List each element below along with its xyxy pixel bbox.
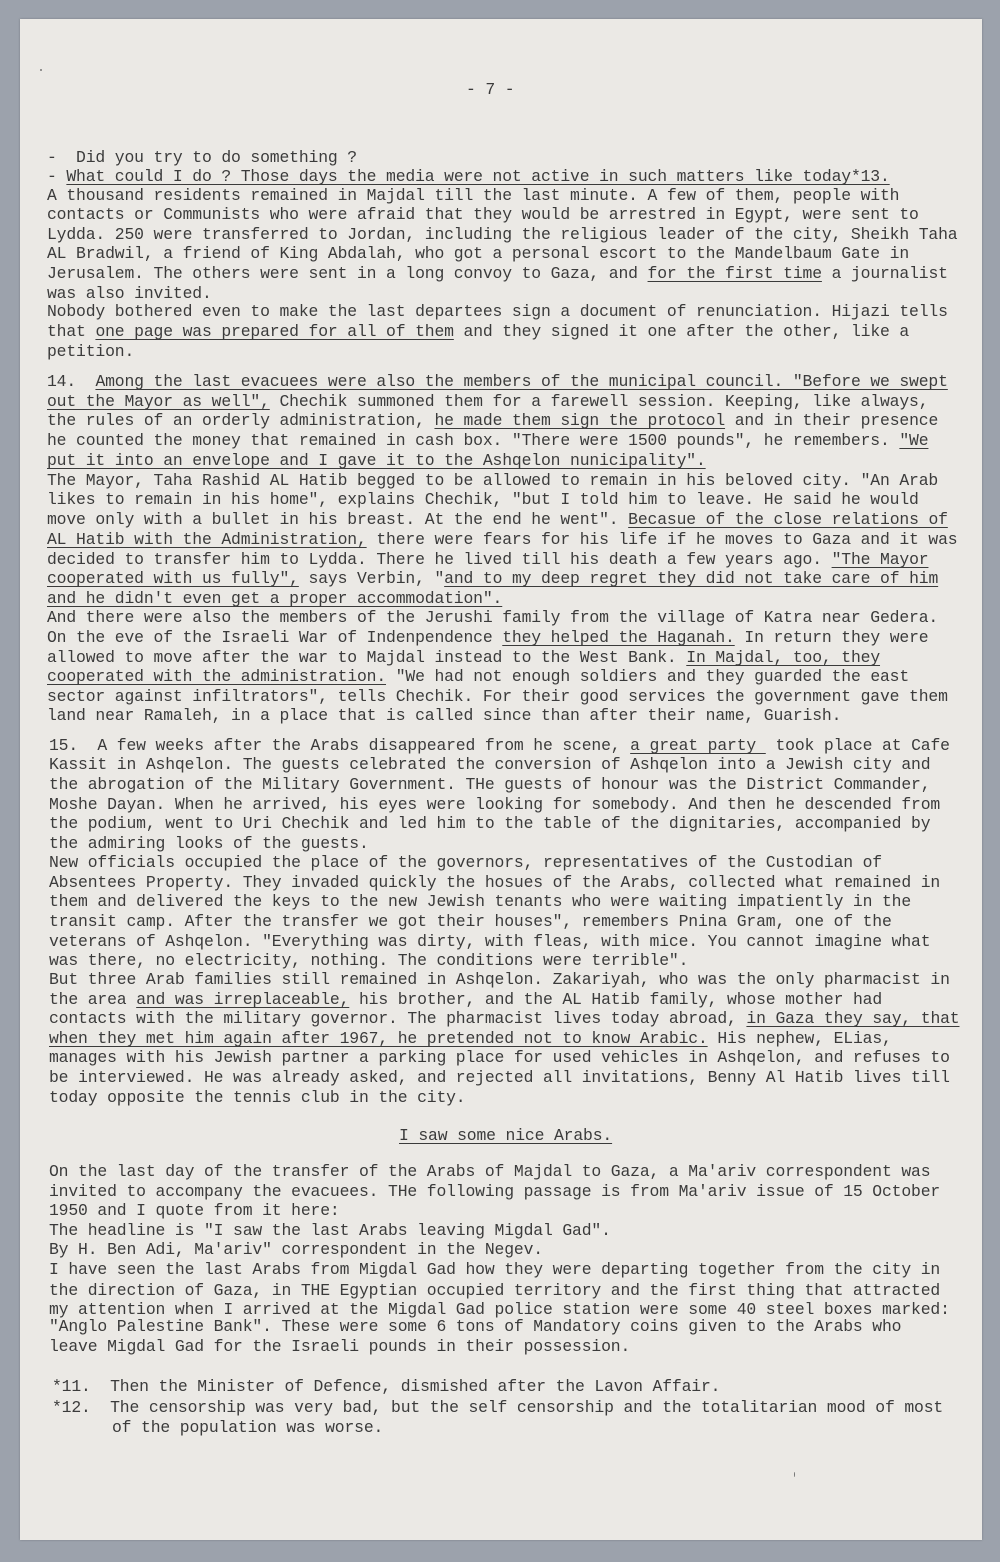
underlined-text: I saw some nice Arabs.	[399, 1126, 613, 1145]
text-line	[47, 589, 502, 609]
text-segment: the rules of an orderly administration,	[47, 411, 435, 430]
text-line	[47, 471, 938, 491]
text-line	[49, 1162, 930, 1182]
text-line	[49, 755, 930, 775]
text-line	[49, 1281, 940, 1301]
text-line	[47, 148, 357, 168]
text-segment: them and delivered the keys to the new Jewish tenants who were waiting impatiently in the	[49, 892, 912, 911]
underlined-text: out the Mayor as well",	[47, 392, 270, 411]
text-segment: veterans of Ashqelon. "Everything was dirty, with fleas, with mice. You cannot imagine what	[49, 932, 931, 951]
text-line	[47, 431, 928, 451]
text-line	[47, 284, 212, 304]
text-segment: The headline is "I saw the last Arabs leaving Migdal Gad".	[49, 1221, 611, 1240]
text-segment: land near Ramaleh, in a place that is called since than after their name, Guarish.	[47, 706, 842, 725]
text-segment: -	[47, 167, 67, 186]
text-line	[47, 530, 958, 550]
text-segment: there were fears for his life if he moves to Gaza and it was	[366, 530, 958, 549]
text-line	[47, 392, 928, 412]
text-segment: allowed to move after the war to Majdal instead to the West Bank.	[47, 648, 687, 667]
text-segment: New officials occupied the place of the governors, representatives of the Custodian of	[49, 853, 882, 872]
text-segment: my attention when I arrived at the Migdal Gad police station were some 40 steel boxes marked:	[49, 1300, 950, 1319]
text-segment: sector against infiltrators", tells Chechik. For their good services the government gave them	[47, 687, 948, 706]
text-segment: the direction of Gaza, in THE Egyptian occupied territory and the first thing that attracted	[49, 1281, 941, 1300]
text-line	[47, 205, 919, 225]
text-line	[47, 706, 841, 726]
text-line	[47, 451, 706, 471]
text-line	[47, 510, 948, 530]
text-line	[399, 1126, 612, 1146]
text-line	[49, 1260, 940, 1280]
text-segment: be interviewed. He was already asked, and rejected all invitations, Benny Al Hatib lives till	[49, 1068, 950, 1087]
text-segment: And there were also the members of the Jerushi family from the village of Katra near Gedera.	[47, 608, 939, 627]
text-line	[47, 167, 890, 187]
text-segment: But three Arab families still remained in Ashqelon. Zakariyah, who was the only pharmacist in	[49, 970, 950, 989]
text-segment: Lydda. 250 were transferred to Jordan, including the religious leader of the city, Sheikh Taha	[47, 225, 958, 244]
text-segment: His nephew, ELias,	[707, 1029, 892, 1048]
text-segment: A thousand residents remained in Majdal till the last minute. A few of them, people with	[47, 186, 900, 205]
underlined-text: In Majdal, too, they	[686, 648, 881, 667]
text-line	[47, 372, 948, 392]
underlined-text: put it into an envelope and I gave it to the Ashqelon nunicipality".	[47, 451, 706, 470]
text-line	[49, 853, 882, 873]
text-segment: On the eve of the Israeli War of Indenpendence	[47, 628, 503, 647]
paper-speck	[40, 69, 42, 71]
text-line	[47, 186, 899, 206]
text-segment: and in their presence	[725, 411, 939, 430]
text-segment: likes to remain in his home", explains Chechik, "but I told him to leave. He said he would	[47, 490, 919, 509]
underlined-text: What could I do ? Those days the media were not active in such matters like today*13.	[66, 167, 890, 186]
text-segment: was there, no electricity, nothing. The conditions were terrible".	[49, 951, 689, 970]
text-segment: contacts or Communists who were afraid that they would be arrestred in Egypt, were sent to	[47, 205, 919, 224]
underlined-text: cooperated with us fully",	[47, 569, 299, 588]
text-segment: In return they were	[734, 628, 929, 647]
text-line	[49, 1317, 901, 1337]
text-segment: By H. Ben Adi, Ma'ariv" correspondent in the Negev.	[49, 1240, 543, 1259]
text-segment: his brother, and the AL Hatib family, whose mother had	[349, 990, 883, 1009]
text-line	[49, 1201, 340, 1221]
text-segment: Jerusalem. The others were sent in a long convoy to Gaza, and	[47, 264, 648, 283]
underlined-text: one page was prepared for all of them	[95, 322, 454, 341]
underlined-text: in Gaza they say, that	[746, 1009, 960, 1028]
text-line	[49, 834, 369, 854]
text-line	[49, 775, 930, 795]
text-line	[47, 687, 948, 707]
text-line	[49, 932, 930, 952]
text-segment: a journalist	[821, 264, 948, 283]
text-line	[52, 1377, 720, 1397]
underlined-text: they helped the Haganah.	[502, 628, 735, 647]
text-segment: of the population was worse.	[112, 1418, 384, 1437]
text-line	[47, 225, 957, 245]
text-segment: Chechik summoned them for a farewell session. Keeping, like always,	[269, 392, 929, 411]
text-line	[47, 569, 938, 589]
underlined-text: for the first time	[647, 264, 822, 283]
text-segment: manages with his Jewish partner a parking place for used vehicles in Ashqelon, and refuses to	[49, 1048, 950, 1067]
text-segment: 14.	[47, 372, 96, 391]
text-line	[47, 608, 938, 628]
text-line	[49, 951, 688, 971]
text-segment: contacts with the military governor. The pharmacist lives today abroad,	[49, 1009, 747, 1028]
text-segment: the podium, went to Uri Chechik and led him to the table of the dignitaries, accompanied by	[49, 814, 931, 833]
text-line	[49, 1048, 950, 1068]
text-line	[49, 736, 950, 756]
text-segment: Kassit in Ashqelon. The guests celebrated the conversion of Ashqelon into a Jewish city and	[49, 755, 931, 774]
text-line	[49, 1337, 630, 1357]
text-segment: Moshe Dayan. When he arrived, his eyes were looking for somebody. And then he descended from	[49, 795, 941, 814]
text-segment: Nobody bothered even to make the last departees sign a document of renunciation. Hijazi tells	[47, 302, 948, 321]
text-line	[49, 1221, 611, 1241]
underlined-text: and he didn't even get a proper accommodation".	[47, 589, 503, 608]
document-page	[20, 19, 982, 1540]
text-line	[49, 990, 882, 1010]
text-line	[49, 1029, 892, 1049]
underlined-text: Among the last evacuees were also the members of the municipal council. "Before we swept	[95, 372, 948, 391]
text-line	[112, 1418, 383, 1438]
underlined-text: AL Hatib with the Administration,	[47, 530, 367, 549]
text-line	[47, 550, 928, 570]
text-line	[49, 795, 940, 815]
text-segment: invited to accompany the evacuees. THe following passage is from Ma'ariv issue of 15 October	[49, 1182, 941, 1201]
text-segment: I have seen the last Arabs from Migdal Gad how they were departing together from the city in	[49, 1260, 941, 1279]
text-segment: the area	[49, 990, 137, 1009]
text-segment: and they signed it one after the other, like a	[453, 322, 910, 341]
text-line	[49, 1009, 960, 1029]
text-segment: today opposite the tennis club in the city.	[49, 1088, 466, 1107]
underlined-text: Becasue of the close relations of	[628, 510, 948, 529]
underlined-text: and was irreplaceable,	[136, 990, 350, 1009]
text-line	[47, 342, 134, 362]
text-segment: 1950 and I quote from it here:	[49, 1201, 340, 1220]
text-line	[49, 873, 940, 893]
text-segment: transit camp. After the transfer we got their houses", remembers Pnina Gram, one of the	[49, 912, 892, 931]
text-segment: move only with a bullet in his breast. At the end he went".	[47, 510, 629, 529]
text-line	[49, 970, 950, 990]
text-line	[49, 1182, 940, 1202]
text-segment: leave Migdal Gad for the Israeli pounds in their possession.	[49, 1337, 631, 1356]
text-line	[49, 1088, 466, 1108]
text-segment: 15. A few weeks after the Arabs disappeared from he scene,	[49, 736, 631, 755]
text-segment: that	[47, 322, 96, 341]
text-segment: was also invited.	[47, 284, 212, 303]
text-line	[49, 892, 911, 912]
text-line	[52, 1398, 943, 1418]
text-line	[47, 490, 919, 510]
text-segment: On the last day of the transfer of the Arabs of Majdal to Gaza, a Ma'ariv correspondent was	[49, 1162, 931, 1181]
text-segment: took place at Cafe	[765, 736, 950, 755]
underlined-text: "We	[899, 431, 929, 450]
text-line	[49, 912, 892, 932]
text-line	[47, 244, 909, 264]
text-line	[47, 264, 948, 284]
text-line	[49, 814, 930, 834]
page-number: - 7 -	[466, 80, 515, 99]
text-segment: *11. Then the Minister of Defence, dismished after the Lavon Affair.	[52, 1377, 721, 1396]
text-line	[49, 1068, 950, 1088]
underlined-text: cooperated with the administration.	[47, 667, 387, 686]
text-line	[47, 648, 880, 668]
text-segment: petition.	[47, 342, 135, 361]
text-line	[47, 667, 909, 687]
paper-speck	[794, 1472, 795, 1477]
text-segment: AL Bradwil, a friend of King Abdalah, who got a personal escort to the Mandelbaum Gate in	[47, 244, 910, 263]
text-line	[49, 1240, 543, 1260]
underlined-text: when they met him again after 1967, he pretended not to know Arabic.	[49, 1029, 708, 1048]
underlined-text: "The Mayor	[831, 550, 929, 569]
text-segment: decided to transfer him to Lydda. There he lived till his death a few years ago.	[47, 550, 832, 569]
text-segment: *12. The censorship was very bad, but the self censorship and the totalitarian mood of most	[52, 1398, 944, 1417]
text-line	[47, 322, 909, 342]
underlined-text: a great party	[630, 736, 766, 755]
text-line	[47, 411, 938, 431]
text-line	[47, 628, 928, 648]
underlined-text: and to my deep regret they did not take care of him	[444, 569, 939, 588]
text-segment: "Anglo Palestine Bank". These were some 6 tons of Mandatory coins given to the Arabs who	[49, 1317, 902, 1336]
text-segment: - Did you try to do something ?	[47, 148, 357, 167]
text-segment: says Verbin, "	[298, 569, 445, 588]
underlined-text: he made them sign the protocol	[434, 411, 726, 430]
text-segment: "We had not enough soldiers and they guarded the east	[386, 667, 910, 686]
text-segment: the admiring looks of the guests.	[49, 834, 369, 853]
text-segment: Absentees Property. They invaded quickly the hosues of the Arabs, collected what remained in	[49, 873, 941, 892]
text-segment: he counted the money that remained in cash box. "There were 1500 pounds", he remembers.	[47, 431, 900, 450]
text-segment: the abrogation of the Military Government. THe guests of honour was the District Commander,	[49, 775, 931, 794]
text-segment: The Mayor, Taha Rashid AL Hatib begged to be allowed to remain in his beloved city. "An Arab	[47, 471, 939, 490]
text-line	[47, 302, 948, 322]
